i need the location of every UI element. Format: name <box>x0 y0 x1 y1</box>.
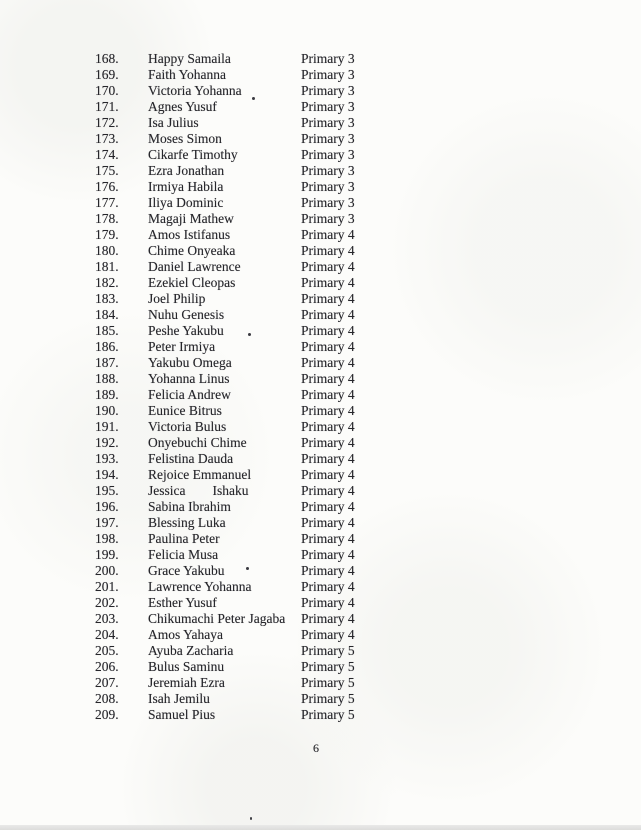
roster-row <box>95 403 415 419</box>
class-level: Primary 4 <box>301 563 355 578</box>
row-number: 190. <box>95 403 119 418</box>
roster-row <box>95 83 415 99</box>
row-number: 199. <box>95 547 119 562</box>
roster-row <box>95 627 415 643</box>
student-roster-list <box>95 51 415 723</box>
row-number: 191. <box>95 419 119 434</box>
class-level: Primary 4 <box>301 627 355 642</box>
row-number: 201. <box>95 579 119 594</box>
student-name: Cikarfe Timothy <box>148 147 238 162</box>
row-number: 189. <box>95 387 119 402</box>
student-name: Iliya Dominic <box>148 195 224 210</box>
row-number: 179. <box>95 227 119 242</box>
roster-row <box>95 595 415 611</box>
roster-row <box>95 467 415 483</box>
student-name: Victoria Bulus <box>148 419 227 434</box>
row-number: 168. <box>95 51 119 66</box>
roster-row <box>95 643 415 659</box>
class-level: Primary 5 <box>301 643 355 658</box>
row-number: 202. <box>95 595 119 610</box>
class-level: Primary 3 <box>301 163 355 178</box>
row-number: 195. <box>95 483 119 498</box>
student-name: Joel Philip <box>148 291 206 306</box>
row-number: 172. <box>95 115 119 130</box>
class-level: Primary 4 <box>301 307 355 322</box>
class-level: Primary 4 <box>301 515 355 530</box>
row-number: 203. <box>95 611 119 626</box>
student-name: Eunice Bitrus <box>148 403 222 418</box>
class-level: Primary 4 <box>301 595 355 610</box>
student-name: Yohanna Linus <box>148 371 230 386</box>
class-level: Primary 3 <box>301 99 355 114</box>
class-level: Primary 4 <box>301 467 355 482</box>
student-name: Amos Istifanus <box>148 227 231 242</box>
roster-row <box>95 211 415 227</box>
roster-row <box>95 499 415 515</box>
student-name: Chikumachi Peter Jagaba <box>148 611 286 626</box>
student-name: Nuhu Genesis <box>148 307 225 322</box>
roster-row <box>95 419 415 435</box>
student-name: Ayuba Zacharia <box>148 643 234 658</box>
row-number: 183. <box>95 291 119 306</box>
student-name: Chime Onyeaka <box>148 243 236 258</box>
class-level: Primary 4 <box>301 547 355 562</box>
row-number: 174. <box>95 147 119 162</box>
student-name: Paulina Peter <box>148 531 220 546</box>
row-number: 197. <box>95 515 119 530</box>
row-number: 188. <box>95 371 119 386</box>
row-number: 186. <box>95 339 119 354</box>
student-name: Rejoice Emmanuel <box>148 467 252 482</box>
student-name: Faith Yohanna <box>148 67 227 82</box>
student-name: Felicia Musa <box>148 547 219 562</box>
class-level: Primary 5 <box>301 675 355 690</box>
row-number: 181. <box>95 259 119 274</box>
roster-row <box>95 275 415 291</box>
class-level: Primary 5 <box>301 707 355 722</box>
class-level: Primary 3 <box>301 195 355 210</box>
roster-row <box>95 435 415 451</box>
row-number: 206. <box>95 659 119 674</box>
roster-row <box>95 547 415 563</box>
row-number: 180. <box>95 243 119 258</box>
class-level: Primary 3 <box>301 179 355 194</box>
class-level: Primary 3 <box>301 131 355 146</box>
roster-row <box>95 99 415 115</box>
student-name: Felistina Dauda <box>148 451 234 466</box>
class-level: Primary 3 <box>301 115 355 130</box>
student-name: Agnes Yusuf <box>148 99 217 114</box>
row-number: 200. <box>95 563 119 578</box>
class-level: Primary 3 <box>301 147 355 162</box>
roster-row <box>95 291 415 307</box>
class-level: Primary 4 <box>301 387 355 402</box>
roster-row <box>95 483 415 499</box>
student-name: Happy Samaila <box>148 51 231 66</box>
page-number: 6 <box>313 741 319 755</box>
class-level: Primary 4 <box>301 371 355 386</box>
row-number: 187. <box>95 355 119 370</box>
roster-row <box>95 147 415 163</box>
roster-row <box>95 355 415 371</box>
student-name: Jeremiah Ezra <box>148 675 225 690</box>
class-level: Primary 4 <box>301 323 355 338</box>
student-name: Daniel Lawrence <box>148 259 241 274</box>
class-level: Primary 4 <box>301 243 355 258</box>
row-number: 184. <box>95 307 119 322</box>
student-name: Ezekiel Cleopas <box>148 275 236 290</box>
row-number: 178. <box>95 211 119 226</box>
roster-row <box>95 451 415 467</box>
class-level: Primary 4 <box>301 483 355 498</box>
class-level: Primary 4 <box>301 579 355 594</box>
class-level: Primary 4 <box>301 355 355 370</box>
student-name: Blessing Luka <box>148 515 226 530</box>
row-number: 193. <box>95 451 119 466</box>
roster-row <box>95 563 415 579</box>
roster-row <box>95 323 415 339</box>
roster-row <box>95 163 415 179</box>
row-number: 194. <box>95 467 119 482</box>
roster-row <box>95 67 415 83</box>
student-name: Felicia Andrew <box>148 387 231 402</box>
row-number: 185. <box>95 323 119 338</box>
class-level: Primary 4 <box>301 291 355 306</box>
student-name: Samuel Pius <box>148 707 216 722</box>
scan-artifact-speck <box>248 333 251 336</box>
row-number: 175. <box>95 163 119 178</box>
roster-row <box>95 611 415 627</box>
roster-row <box>95 339 415 355</box>
class-level: Primary 4 <box>301 499 355 514</box>
roster-row <box>95 707 415 723</box>
student-name: Onyebuchi Chime <box>148 435 247 450</box>
student-name: Peter Irmiya <box>148 339 216 354</box>
scanner-edge-shadow <box>0 825 641 830</box>
roster-row <box>95 387 415 403</box>
scan-artifact-speck <box>246 567 249 570</box>
row-number: 177. <box>95 195 119 210</box>
student-name: Isa Julius <box>148 115 199 130</box>
row-number: 208. <box>95 691 119 706</box>
row-number: 204. <box>95 627 119 642</box>
student-name: Moses Simon <box>148 131 222 146</box>
row-number: 198. <box>95 531 119 546</box>
roster-row <box>95 579 415 595</box>
roster-row <box>95 243 415 259</box>
student-name: Bulus Saminu <box>148 659 225 674</box>
row-number: 173. <box>95 131 119 146</box>
row-number: 196. <box>95 499 119 514</box>
row-number: 192. <box>95 435 119 450</box>
class-level: Primary 4 <box>301 419 355 434</box>
roster-row <box>95 691 415 707</box>
student-name: Sabina Ibrahim <box>148 499 231 514</box>
student-name: Amos Yahaya <box>148 627 224 642</box>
row-number: 171. <box>95 99 119 114</box>
class-level: Primary 4 <box>301 435 355 450</box>
class-level: Primary 5 <box>301 659 355 674</box>
roster-row <box>95 131 415 147</box>
student-name: Grace Yakubu <box>148 563 225 578</box>
roster-row <box>95 51 415 67</box>
row-number: 209. <box>95 707 119 722</box>
student-name: Esther Yusuf <box>148 595 217 610</box>
student-name: Lawrence Yohanna <box>148 579 252 594</box>
scan-artifact-speck <box>250 817 252 820</box>
roster-row <box>95 227 415 243</box>
row-number: 176. <box>95 179 119 194</box>
row-number: 169. <box>95 67 119 82</box>
class-level: Primary 4 <box>301 451 355 466</box>
class-level: Primary 4 <box>301 403 355 418</box>
class-level: Primary 4 <box>301 531 355 546</box>
roster-row <box>95 515 415 531</box>
roster-row <box>95 371 415 387</box>
student-name: Yakubu Omega <box>148 355 232 370</box>
student-name: Magaji Mathew <box>148 211 234 226</box>
class-level: Primary 5 <box>301 691 355 706</box>
student-name: Irmiya Habila <box>148 179 224 194</box>
class-level: Primary 4 <box>301 611 355 626</box>
roster-row <box>95 179 415 195</box>
row-number: 182. <box>95 275 119 290</box>
roster-row <box>95 531 415 547</box>
class-level: Primary 4 <box>301 227 355 242</box>
roster-row <box>95 659 415 675</box>
roster-row <box>95 675 415 691</box>
student-name: Isah Jemilu <box>148 691 210 706</box>
roster-row <box>95 307 415 323</box>
class-level: Primary 4 <box>301 339 355 354</box>
roster-row <box>95 115 415 131</box>
class-level: Primary 3 <box>301 211 355 226</box>
class-level: Primary 4 <box>301 275 355 290</box>
student-name: Peshe Yakubu <box>148 323 224 338</box>
scan-artifact-speck <box>252 97 255 100</box>
roster-row <box>95 195 415 211</box>
class-level: Primary 3 <box>301 83 355 98</box>
row-number: 170. <box>95 83 119 98</box>
student-name: Victoria Yohanna <box>148 83 242 98</box>
class-level: Primary 4 <box>301 259 355 274</box>
class-level: Primary 3 <box>301 51 355 66</box>
class-level: Primary 3 <box>301 67 355 82</box>
roster-row <box>95 259 415 275</box>
student-name: Ezra Jonathan <box>148 163 225 178</box>
row-number: 207. <box>95 675 119 690</box>
row-number: 205. <box>95 643 119 658</box>
student-name: Jessica Ishaku <box>148 483 249 498</box>
